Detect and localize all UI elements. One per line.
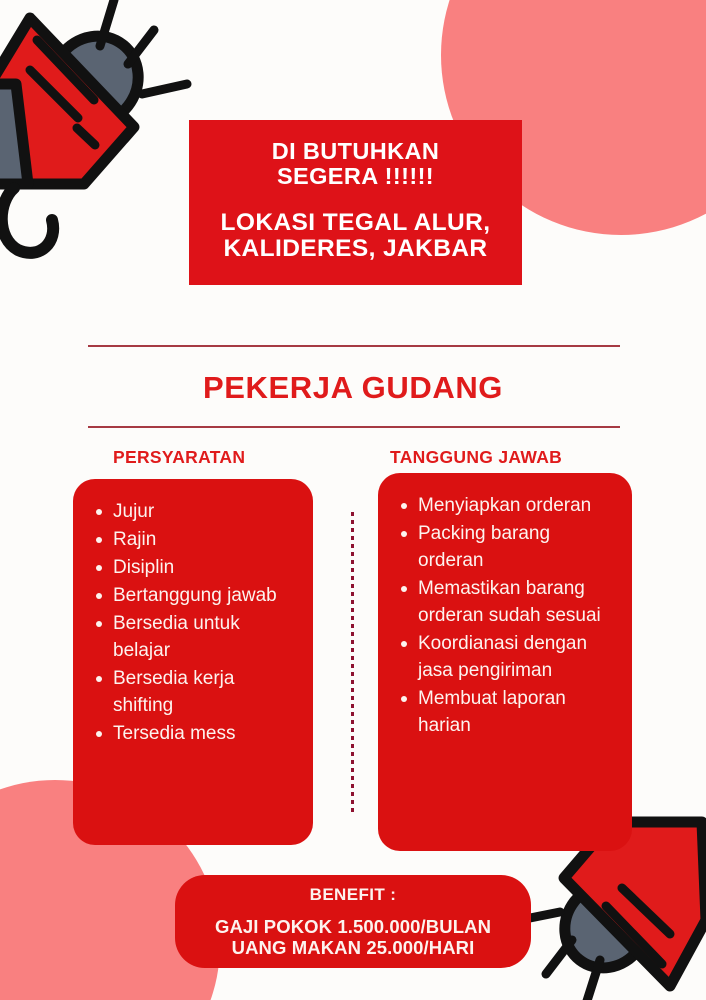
list-item: Membuat laporan harian	[418, 686, 620, 740]
benefit-heading: BENEFIT :	[309, 884, 397, 904]
column-divider	[351, 512, 354, 812]
benefit-card	[175, 875, 531, 968]
divider-above-title	[88, 345, 620, 347]
benefit-line-1: GAJI POKOK 1.500.000/BULAN	[214, 915, 492, 937]
list-item: Disiplin	[113, 555, 299, 582]
list-item: Menyiapkan orderan	[418, 493, 620, 520]
location-line-2: KALIDERES, JAKBAR	[223, 235, 488, 263]
list-item: Bertanggung jawab	[113, 583, 299, 610]
list-item: Bersedia untuk belajar	[113, 611, 299, 665]
divider-below-title	[88, 426, 620, 428]
requirements-heading: PERSYARATAN	[113, 447, 246, 467]
headline-line-2: SEGERA !!!!!!	[276, 162, 435, 189]
list-item: Memastikan barang orderan sudah sesuai	[418, 576, 620, 630]
list-item: Jujur	[113, 499, 299, 526]
list-item: Rajin	[113, 527, 299, 554]
list-item: Koordianasi dengan jasa pengiriman	[418, 631, 620, 685]
requirements-card	[73, 479, 313, 845]
headline-banner	[189, 120, 522, 285]
responsibilities-list	[392, 493, 620, 740]
requirements-list	[87, 499, 299, 748]
benefit-line-2: UANG MAKAN 25.000/HARI	[231, 937, 475, 958]
list-item: Bersedia kerja shifting	[113, 666, 299, 720]
list-item: Packing barang orderan	[418, 521, 620, 575]
responsibilities-card	[378, 473, 632, 851]
responsibilities-heading: TANGGUNG JAWAB	[390, 447, 563, 467]
list-item: Tersedia mess	[113, 721, 299, 748]
location-line-1: LOKASI TEGAL ALUR,	[220, 209, 491, 237]
page-title: PEKERJA GUDANG	[202, 370, 504, 405]
headline-line-1: DI BUTUHKAN	[271, 137, 440, 164]
megaphone-icon	[0, 0, 197, 288]
